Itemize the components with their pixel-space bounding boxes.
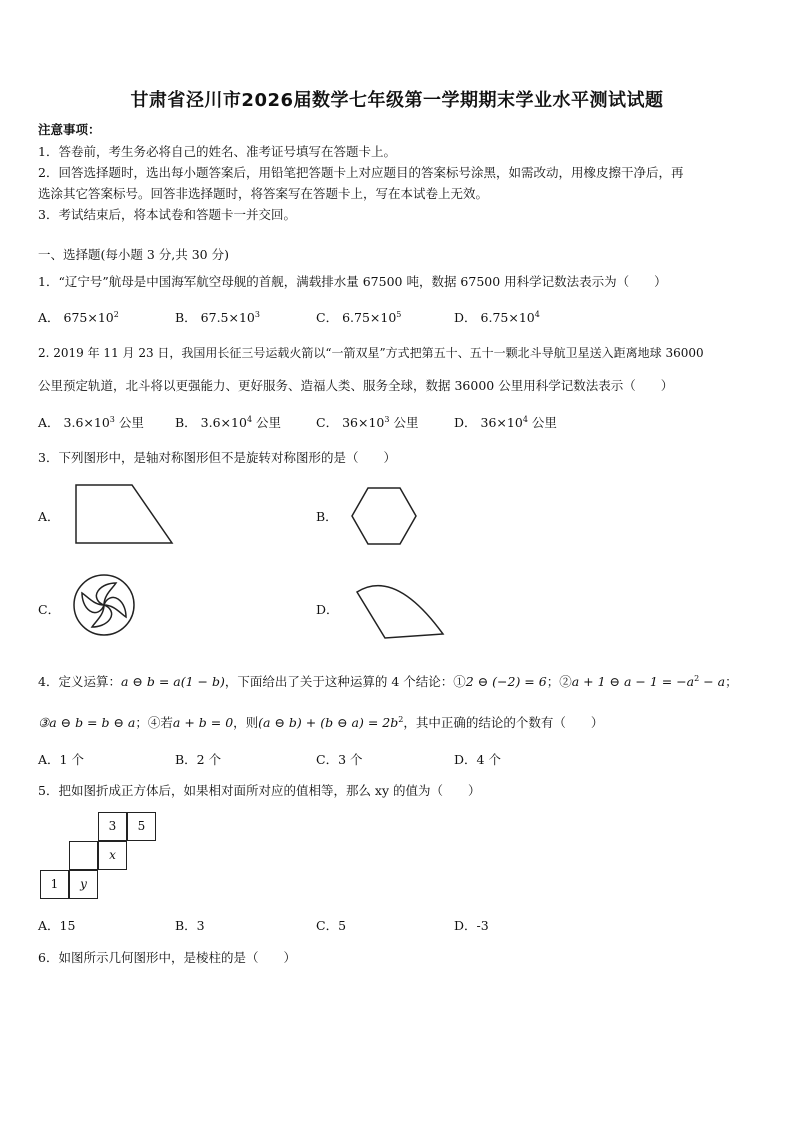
question-4-option-a: A．1 个: [38, 752, 84, 767]
cube-net-cell: 3: [98, 812, 127, 841]
fan-sector-figure: [355, 576, 449, 640]
option-label: B．: [175, 310, 197, 325]
option-label: B．: [175, 415, 197, 430]
question-1-stem: 1．“辽宁号”航母是中国海军航空母舰的首舰，满载排水量 67500 吨，数据 67500 用科学记数法表示为（ ）: [38, 274, 667, 289]
question-5-option-a: A．15: [38, 918, 76, 933]
separator: ；: [725, 674, 738, 689]
option-value: 3.6×10: [200, 415, 247, 430]
option-value: 3.6×10: [63, 415, 110, 430]
question-5-option-d: D．-3: [454, 918, 489, 933]
conclusion-2-tail: − a: [699, 674, 726, 689]
cube-net-cell: x: [98, 841, 127, 870]
option-label: C．: [316, 415, 339, 430]
option-exponent: 5: [396, 309, 402, 319]
conclusion-4-condition: a + b = 0: [172, 715, 234, 730]
conclusion-4-prefix: ；④若: [135, 715, 173, 730]
option-unit: 公里: [118, 415, 144, 430]
option-value: 36×10: [480, 415, 523, 430]
trapezoid-figure: [74, 483, 174, 545]
option-exponent: 4: [246, 414, 253, 424]
separator: ；②: [546, 674, 572, 689]
question-4-option-b: B．2 个: [175, 752, 222, 767]
question-2-option-b: [175, 413, 281, 431]
conclusion-2: a + 1 ⊖ a − 1 = −a: [571, 674, 695, 689]
question-2-option-d: [454, 413, 557, 431]
conclusion-4-expression: (a ⊖ b) + (b ⊖ a) = 2b: [258, 715, 399, 730]
question-4-stem-prefix: 4．定义运算：: [38, 674, 121, 689]
option-label: C．: [316, 310, 339, 325]
question-2-option-c: [316, 413, 418, 431]
conclusion-4-then: ，则: [233, 715, 259, 730]
question-4-stem-tail: ，其中正确的结论的个数有（ ）: [403, 715, 604, 730]
option-value: 675×10: [63, 310, 114, 325]
option-exponent: 3: [109, 414, 115, 424]
question-1-option-c: [316, 308, 401, 326]
cube-net-cell: 1: [40, 870, 69, 899]
notice-item-3: 3．考试结束后，将本试卷和答题卡一并交回。: [38, 207, 296, 222]
option-exponent: 3: [254, 309, 260, 319]
notice-item-1: 1．答卷前，考生务必将自己的姓名、准考证号填写在答题卡上。: [38, 144, 396, 159]
option-label: D．: [454, 310, 477, 325]
question-5-stem: 5．把如图折成正方体后，如果相对面所对应的值相等，那么 xy 的值为（ ）: [38, 783, 481, 798]
option-exponent: 2: [113, 309, 119, 319]
question-2-option-a: [38, 413, 144, 431]
option-label: A．: [38, 415, 60, 430]
question-2-stem-line2: 公里预定轨道，北斗将以更强能力、更好服务、造福人类、服务全球，数据 36000 公里用科学记数法表示（ ）: [38, 378, 674, 393]
conclusion-3: ③a ⊖ b = b ⊖ a: [38, 715, 136, 730]
option-unit: 公里: [531, 415, 557, 430]
conclusion-1: 2 ⊖ (−2) = 6: [465, 674, 547, 689]
option-exponent: 4: [522, 414, 528, 424]
option-exponent: 3: [384, 414, 390, 424]
question-4-option-d: D．4 个: [454, 752, 501, 767]
question-3-option-d-label: D．: [316, 602, 339, 617]
question-1-option-a: [38, 308, 119, 326]
page-title: 甘肃省泾川市2026届数学七年级第一学期期末学业水平测试试题: [130, 90, 664, 111]
conclusion-2-exponent: 2: [694, 673, 700, 683]
option-label: D．: [454, 415, 477, 430]
cube-net-cell: y: [69, 870, 98, 899]
operation-definition: a ⊖ b = a(1 − b): [120, 674, 225, 689]
hexagon-figure: [350, 486, 418, 546]
question-6-stem: 6．如图所示几何图形中，是棱柱的是（ ）: [38, 950, 296, 965]
question-5-option-c: C．5: [316, 918, 347, 933]
question-5-option-b: B．3: [175, 918, 205, 933]
question-3-option-b-label: B．: [316, 509, 338, 524]
notice-item-2a: 2．回答选择题时，选出每小题答案后，用铅笔把答题卡上对应题目的答案标号涂黑，如需改动，用橡皮擦干净后，再: [38, 165, 684, 180]
option-value: 67.5×10: [200, 310, 255, 325]
option-label: A．: [38, 310, 60, 325]
question-4-line2: [38, 713, 603, 731]
notice-item-2b: 选涂其它答案标号。回答非选择题时，将答案写在答题卡上，写在本试卷上无效。: [38, 186, 489, 201]
question-4-stem-middle: ，下面给出了关于这种运算的 4 个结论：①: [224, 674, 466, 689]
option-exponent: 4: [534, 309, 540, 319]
section-heading: 一、选择题(每小题 3 分,共 30 分): [38, 247, 229, 262]
option-value: 6.75×10: [480, 310, 535, 325]
cube-net-cell: 5: [127, 812, 156, 841]
question-4-line1: [38, 672, 738, 690]
question-4-option-c: C．3 个: [316, 752, 363, 767]
notice-heading: 注意事项：: [38, 122, 101, 137]
question-3-stem: 3．下列图形中，是轴对称图形但不是旋转对称图形的是（ ）: [38, 450, 396, 465]
option-value: 6.75×10: [342, 310, 397, 325]
conclusion-4-exponent: 2: [398, 714, 404, 724]
cube-net-cell: [69, 841, 98, 870]
option-value: 36×10: [342, 415, 385, 430]
question-3-option-a-label: A．: [38, 509, 60, 524]
question-1-option-b: [175, 308, 260, 326]
question-3-option-c-label: C．: [38, 602, 61, 617]
option-unit: 公里: [256, 415, 282, 430]
pinwheel-circle-figure: [72, 573, 136, 637]
option-unit: 公里: [393, 415, 419, 430]
question-1-option-d: [454, 308, 540, 326]
question-2-stem-line1: 2. 2019 年 11 月 23 日，我国用长征三号运载火箭以“一箭双星”方式把第五十、五十一颗北斗导航卫星送入距离地球 36000: [38, 346, 704, 360]
